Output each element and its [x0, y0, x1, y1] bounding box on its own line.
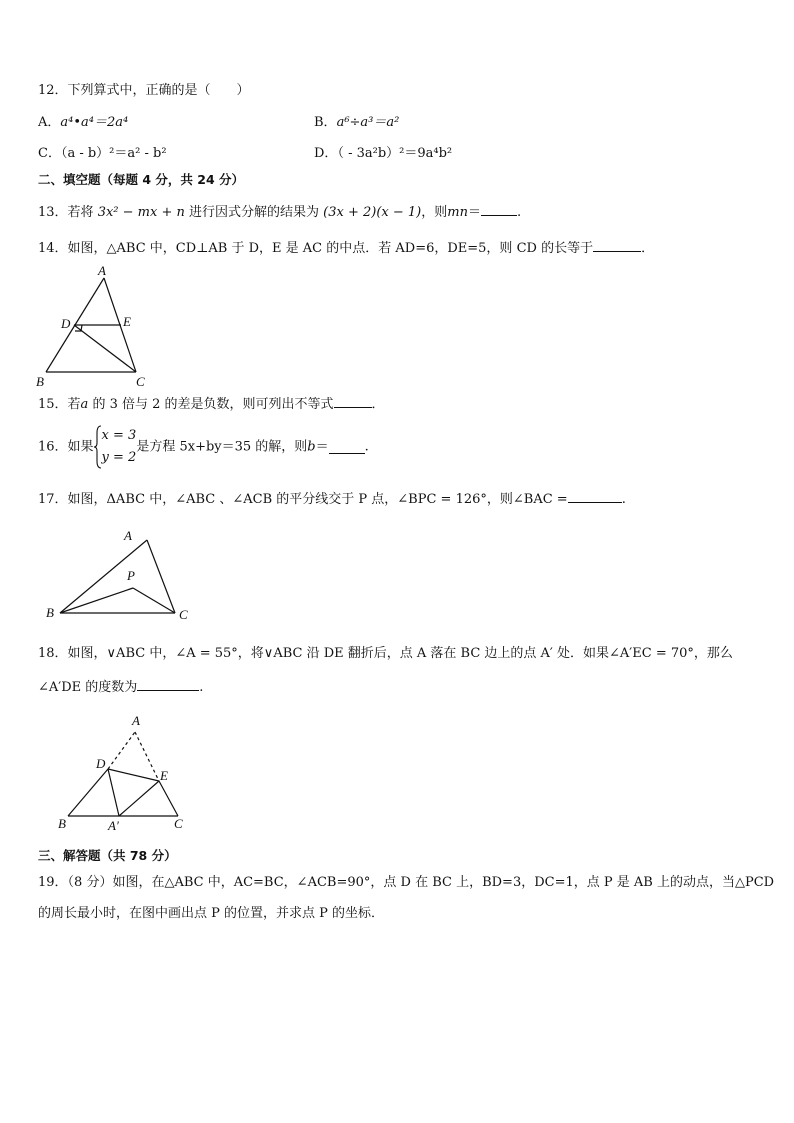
label-a: A	[124, 528, 132, 543]
segment-ac	[147, 540, 175, 613]
q17-end: .	[621, 492, 626, 507]
q17-figure	[44, 525, 204, 625]
q16-var: b	[307, 439, 316, 455]
q13	[38, 202, 521, 222]
label-d: D	[61, 316, 71, 331]
label-b: B	[36, 374, 44, 389]
q16-mid: 是方程 5x+by＝35 的解，则	[136, 439, 308, 455]
brace-glyph	[94, 425, 102, 469]
label-e: E	[123, 314, 131, 329]
label-c: C	[174, 816, 183, 831]
segment-ea-prime	[119, 781, 159, 816]
segment-da-prime	[108, 769, 119, 816]
q19-line1: 19．（8 分）如图，在△ABC 中，AC=BC，∠ACB=90°，点 D 在 BC 上，BD=3，DC=1，点 P 是 AB 上的动点，当△PCD	[38, 875, 775, 890]
option-d-label: D．	[314, 146, 338, 161]
label-e: E	[160, 768, 168, 783]
section-3-heading: 三、解答题（共 78 分）	[38, 848, 177, 863]
segment-de	[108, 769, 159, 781]
label-a: A	[132, 713, 140, 728]
q12-option-b	[314, 114, 399, 132]
system-brace	[94, 423, 102, 471]
q13-expression: 3x² − mx + n	[97, 205, 185, 220]
q17	[38, 489, 626, 509]
segment-bp	[60, 588, 133, 613]
q14-end: ．	[641, 241, 655, 256]
answer-blank[interactable]	[568, 489, 622, 503]
q13-tail1: ，则	[421, 205, 448, 220]
q14	[38, 238, 654, 258]
q12-stem: 12．下列算式中，正确的是（ ）	[38, 83, 250, 98]
q16-eq: ＝	[315, 439, 329, 455]
segment-pc	[133, 588, 175, 613]
option-a-math: a⁴•a⁴＝2a⁴	[60, 115, 129, 130]
segment-ae-dashed	[135, 732, 159, 781]
q13-mid: 进行因式分解的结果为	[189, 205, 320, 220]
option-d-math: （ - 3a²b）²＝9a⁴b²	[337, 146, 453, 161]
option-c-math: （a - b）²＝a² - b²	[60, 146, 167, 161]
q12-option-a	[38, 114, 128, 132]
label-d: D	[96, 756, 106, 771]
equation-1: x = 3	[101, 428, 137, 443]
q19-line2: 的周长最小时，在图中画出点 P 的位置，并求点 P 的坐标．	[38, 906, 385, 921]
option-c-label: C．	[38, 146, 61, 161]
q14-text: 14．如图，△ABC 中，CD⊥AB 于 D，E 是 AC 的中点．若 AD=6，DE=5，则 CD 的长等于	[38, 241, 594, 256]
equation-2: y = 2	[101, 450, 137, 465]
label-b: B	[58, 816, 66, 831]
q16-pre: 16．如果	[38, 439, 94, 455]
q16	[38, 423, 369, 472]
segment-da-dashed	[108, 732, 135, 769]
q15	[38, 394, 385, 414]
q18-line2-text: ∠A′DE 的度数为	[38, 680, 138, 695]
q18-figure	[54, 712, 204, 832]
label-b: B	[46, 605, 54, 620]
q18-line1: 18．如图，∨ABC 中，∠A = 55°，将∨ABC 沿 DE 翻折后，点 A 落在 BC 边上的点 A′ 处．如果∠A′EC = 70°，那么	[38, 646, 733, 661]
q15-var: a	[80, 397, 89, 412]
q16-end: .	[364, 439, 369, 455]
q13-tail2: ＝	[467, 205, 481, 220]
q18-end: .	[199, 680, 204, 695]
option-b-label: B．	[314, 115, 337, 130]
label-c: C	[179, 607, 188, 622]
answer-blank[interactable]	[334, 394, 372, 408]
label-p: P	[127, 568, 135, 583]
q14-figure	[34, 262, 154, 390]
answer-blank[interactable]	[137, 677, 199, 691]
label-a: A	[98, 263, 106, 278]
segment-bd	[68, 769, 108, 816]
segment-ec	[159, 781, 178, 816]
q18-line2	[38, 677, 203, 697]
option-b-math: a⁶÷a³＝a²	[336, 115, 400, 130]
answer-blank[interactable]	[329, 440, 365, 454]
segment-dc	[74, 325, 136, 372]
section-2-heading: 二、填空题（每题 4 分，共 24 分）	[38, 172, 245, 187]
q13-ask: mn	[447, 205, 468, 220]
option-a-label: A．	[38, 115, 61, 130]
q12-option-c	[38, 145, 167, 163]
q12-option-d	[314, 145, 452, 163]
q15-end: ．	[371, 397, 385, 412]
answer-blank[interactable]	[481, 202, 517, 216]
equation-system	[102, 425, 137, 469]
q13-end: .	[516, 205, 522, 220]
answer-blank[interactable]	[593, 238, 641, 252]
q13-result: (3x + 2)(x − 1)	[323, 205, 422, 220]
label-a-prime: A′	[108, 818, 119, 833]
q13-number: 13．若将	[38, 205, 94, 220]
q15-pre: 15．若	[38, 397, 81, 412]
q15-text: 的 3 倍与 2 的差是负数，则可列出不等式	[92, 397, 334, 412]
label-c: C	[136, 374, 145, 389]
q17-text: 17．如图，ΔABC 中，∠ABC 、∠ACB 的平分线交于 P 点，∠BPC = 126°，则∠BAC =	[38, 492, 568, 507]
